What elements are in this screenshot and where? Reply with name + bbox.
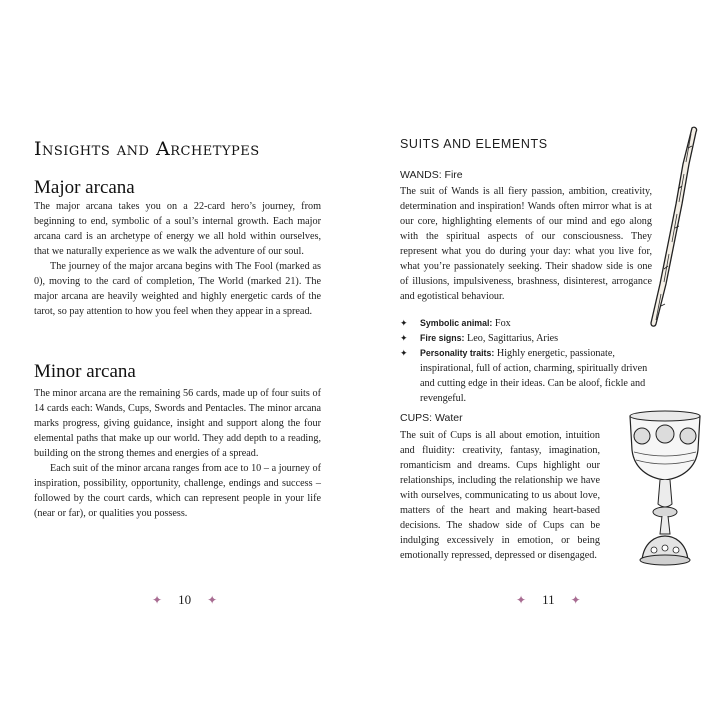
minor-arcana-paragraph-1: The minor arcana are the remaining 56 cards, made up of four suits of 14 cards each: Wands, Cups, Swords and Pentacles. The minor arcana marks progress, giving guidance, insight and support along the four elemental paths that make up our world. They add depth to a reading, building on the strong themes and energies of a spread.: [34, 388, 321, 459]
minor-arcana-paragraph-2: Each suit of the minor arcana ranges from ace to 10 – a journey of inspiration, possibility, opportunity, challenge, endings and success – followed by the court cards, which can represent people in your life (near or far), or qualities you possess.: [34, 463, 321, 519]
list-item: [400, 346, 660, 406]
attribute-label: Personality traits:: [420, 348, 495, 358]
minor-arcana-text: [34, 386, 321, 521]
ornament-icon: ✦: [516, 592, 527, 607]
wands-attributes: [400, 316, 660, 406]
bullet-star-icon: ✦: [400, 348, 408, 358]
attribute-value: Fox: [492, 318, 511, 329]
attribute-value: Leo, Sagittarius, Aries: [464, 333, 559, 344]
wands-label: WANDS: Fire: [400, 169, 463, 181]
attribute-label: Symbolic animal:: [420, 318, 493, 328]
bullet-star-icon: ✦: [400, 333, 408, 343]
major-arcana-paragraph-2: The journey of the major arcana begins with The Fool (marked as 0), moving to the card of completion, The World (marked 21). The major arcana are heavily weighted and highly energetic cards of the tarot, so pay attention to how you feel when they appear in a spread.: [34, 261, 321, 317]
bullet-star-icon: ✦: [400, 318, 408, 328]
cups-label: CUPS: Water: [400, 412, 463, 424]
attribute-label: Fire signs:: [420, 333, 465, 343]
major-arcana-text: [34, 199, 321, 319]
page-number: 10: [178, 592, 192, 607]
ornament-icon: ✦: [570, 592, 581, 607]
right-page: [360, 0, 720, 720]
list-item: [400, 331, 660, 346]
ornament-icon: ✦: [152, 592, 163, 607]
list-item: [400, 316, 660, 331]
page-title: Insights and Archetypes: [34, 138, 260, 160]
major-arcana-heading: Major arcana: [34, 177, 135, 198]
cups-text: The suit of Cups is all about emotion, intuition and fluidity: creativity, fantasy, imagination, romanticism and dreams. Cups highlight our relationships, including the relationship we have with ourselves, communicating to us about love, matters of the heart and making heart-based decisions. The shadow side of Cups can be indulging excessively in emotion, or being emotionally repressed, depressed or disengaged.: [400, 430, 600, 561]
chalice-illustration: [622, 408, 708, 570]
page-number-right: [516, 592, 581, 608]
minor-arcana-heading: Minor arcana: [34, 361, 136, 382]
major-arcana-paragraph-1: The major arcana takes you on a 22-card hero’s journey, from beginning to end, symbolic of a soul’s internal growth. Each major arcana card is an archetype of energy we all hold within ourselves, that we naturally experience as we walk the adventure of our soul.: [34, 201, 321, 257]
section-title: SUITS AND ELEMENTS: [400, 137, 548, 151]
wand-illustration: [642, 124, 702, 328]
wands-text: The suit of Wands is all fiery passion, ambition, creativity, determination and inspiration! Wands often mirror what is at our core, highlighting elements of our mind and ego along with the spiritual aspects of our consciousness. They represent what you do during your day: what you live for, what you’re passionately seeking. Their shadow side is one of illusions, impulsiveness, brashness, disinterest, arrogance and egotistical behaviour.: [400, 186, 652, 302]
page-number: 11: [542, 592, 555, 607]
ornament-icon: ✦: [207, 592, 218, 607]
page-number-left: [152, 592, 217, 608]
attribute-value: Highly energetic, passionate, inspirational, full of action, charming, spiritually driven and cutting edge in their ideas. Can be aloof, fickle and revengeful.: [420, 348, 648, 404]
